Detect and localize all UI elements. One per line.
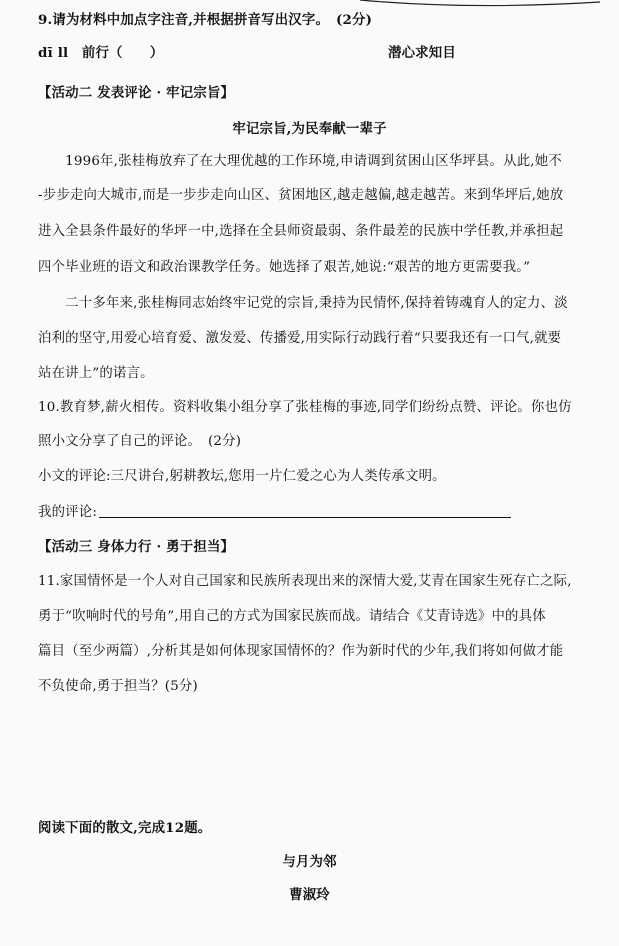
reading-instruction: 阅读下面的散文,完成12题。 bbox=[38, 820, 212, 836]
q9-hanzi-item: 潜心求知目 bbox=[388, 45, 456, 61]
q11-line: 11.家国情怀是一个人对自己国家和民族所表现出来的深情大爱,艾青在国家生死存亡之际, bbox=[38, 574, 572, 589]
q9-title: 9.请为材料中加点字注音,并根据拼音写出汉字。 (2分) bbox=[38, 12, 373, 28]
article-line: 进入全县条件最好的华坪一中,选择在全县师资最弱、条件最差的民族中学任教,并承担起 bbox=[38, 224, 564, 239]
my-comment-row bbox=[38, 503, 604, 523]
q10-line: 10.教育梦,薪火相传。资料收集小组分享了张桂梅的事迹,同学们纷纷点赞、评论。你也仿 bbox=[38, 400, 572, 415]
article-title: 牢记宗旨,为民奉献一辈子 bbox=[232, 121, 387, 137]
article-line: 站在讲上”的诺言。 bbox=[38, 366, 154, 381]
article-line: 四个毕业班的语文和政治课教学任务。她选择了艰苦,她说:“艰苦的地方更需要我。” bbox=[38, 260, 531, 275]
article-line: 二十多年来,张桂梅同志始终牢记党的宗旨,秉持为民情怀,保持着铸魂育人的定力、淡 bbox=[38, 296, 568, 311]
my-comment-label: 我的评论: bbox=[38, 505, 98, 520]
my-comment-answer-line[interactable] bbox=[99, 503, 511, 518]
q11-line: 篇目（至少两篇）,分析其是如何体现家国情怀的？作为新时代的少年,我们将如何做才能 bbox=[38, 644, 564, 659]
article-line: 泊利的坚守,用爱心培育爱、激发爱、传播爱,用实际行动践行着“只要我还有一口气,就要 bbox=[38, 331, 562, 346]
essay-author: 曹淑玲 bbox=[289, 887, 330, 903]
article-line: 1996年,张桂梅放弃了在大理优越的工作环境,申请调到贫困山区华坪县。从此,她不 bbox=[38, 154, 562, 169]
q10-line: 照小文分享了自己的评论。 (2分) bbox=[38, 434, 242, 449]
q11-line: 勇于“吹响时代的号角”,用自己的方式为国家民族而战。请结合《艾青诗选》中的具体 bbox=[38, 609, 546, 624]
q9-pinyin-item: dī ll 前行（ ） bbox=[38, 45, 164, 61]
activity3-heading: 【活动三 身体力行 · 勇于担当】 bbox=[38, 539, 235, 555]
article-line: -步步走向大城市,而是一步步走向山区、贫困地区,越走越偏,越走越苦。来到华坪后,她放 bbox=[38, 188, 564, 203]
activity2-heading: 【活动二 发表评论 · 牢记宗旨】 bbox=[38, 85, 235, 101]
xiaowen-comment: 小文的评论:三尺讲台,躬耕教坛,您用一片仁爱之心为人类传承文明。 bbox=[38, 469, 446, 484]
essay-title: 与月为邻 bbox=[282, 854, 337, 870]
q11-line: 不负使命,勇于担当？(5分) bbox=[38, 679, 198, 694]
